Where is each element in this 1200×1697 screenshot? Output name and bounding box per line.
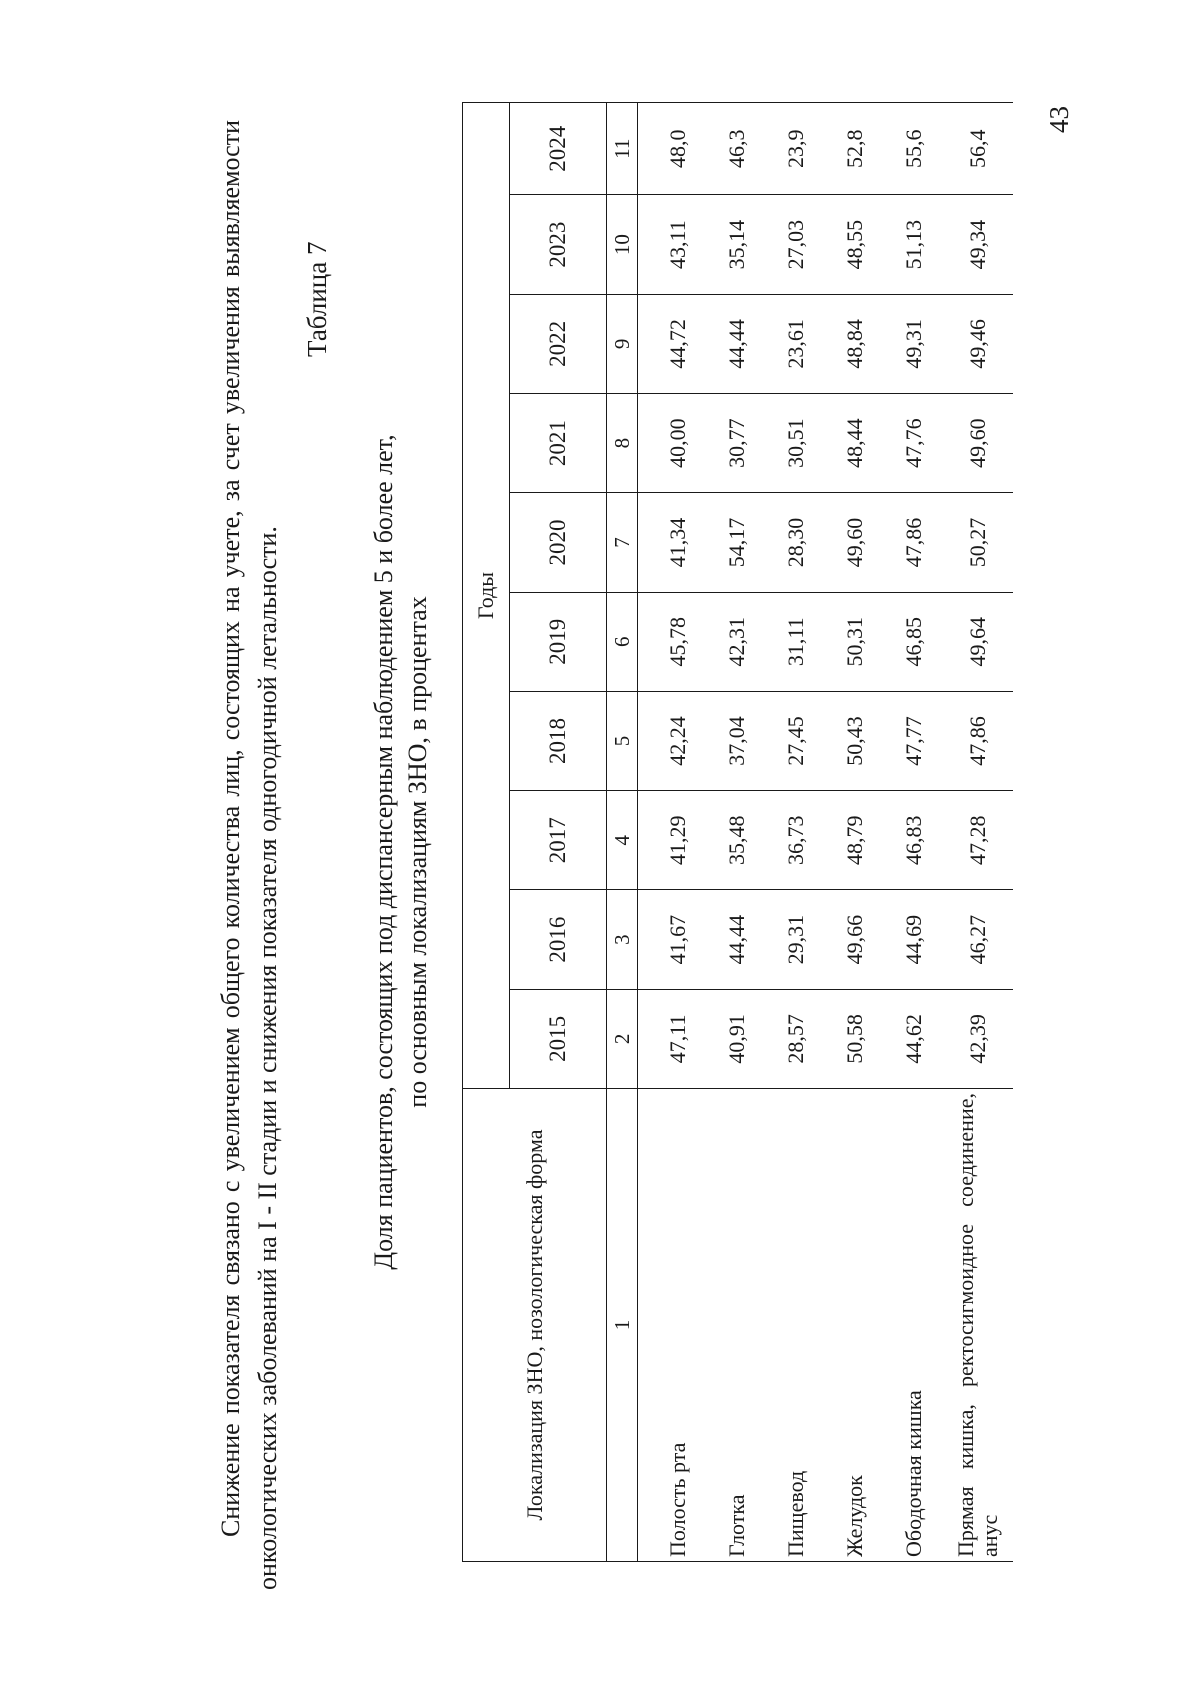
cell-value: 49,64 <box>943 592 1013 691</box>
cell-value: 42,24 <box>638 691 708 790</box>
col-number: 6 <box>607 592 638 691</box>
cell-value: 44,72 <box>638 294 708 393</box>
cell-value: 35,48 <box>707 791 766 890</box>
cell-value: 51,13 <box>884 195 943 294</box>
cell-value: 48,79 <box>825 791 884 890</box>
cell-value: 49,34 <box>943 195 1013 294</box>
cell-value: 42,31 <box>707 592 766 691</box>
table-row <box>825 103 884 1562</box>
cell-value: 30,51 <box>766 394 825 493</box>
cell-value: 44,44 <box>707 294 766 393</box>
col-number: 1 <box>607 1089 638 1562</box>
cell-value: 29,31 <box>766 890 825 989</box>
cell-value: 47,86 <box>943 691 1013 790</box>
cell-value: 47,11 <box>638 989 708 1088</box>
cell-value: 44,44 <box>707 890 766 989</box>
cell-value: 28,57 <box>766 989 825 1088</box>
cell-value: 31,11 <box>766 592 825 691</box>
year-header: 2022 <box>510 294 607 393</box>
caption-line-1: Доля пациентов, состоящих под диспансерным наблюдением 5 и более лет, <box>369 434 398 1270</box>
years-header: Годы <box>463 103 510 1089</box>
table-row <box>884 103 943 1562</box>
cell-value: 46,85 <box>884 592 943 691</box>
cell-value: 30,77 <box>707 394 766 493</box>
cell-value: 35,14 <box>707 195 766 294</box>
col-number: 11 <box>607 103 638 195</box>
col-number: 9 <box>607 294 638 393</box>
page-number: 43 <box>1044 106 1074 133</box>
cell-value: 49,31 <box>884 294 943 393</box>
cell-value: 56,4 <box>943 103 1013 195</box>
cell-value: 41,67 <box>638 890 708 989</box>
year-header: 2019 <box>510 592 607 691</box>
cell-value: 49,60 <box>825 493 884 592</box>
table-row <box>766 103 825 1562</box>
row-name: Полость рта <box>638 1089 708 1562</box>
cell-value: 46,3 <box>707 103 766 195</box>
cell-value: 48,0 <box>638 103 708 195</box>
col-number: 2 <box>607 989 638 1088</box>
cell-value: 49,60 <box>943 394 1013 493</box>
year-header: 2020 <box>510 493 607 592</box>
cell-value: 37,04 <box>707 691 766 790</box>
data-table <box>462 102 1013 1562</box>
year-header: 2015 <box>510 989 607 1088</box>
row-name: Ободочная кишка <box>884 1089 943 1562</box>
cell-value: 48,44 <box>825 394 884 493</box>
cell-value: 28,30 <box>766 493 825 592</box>
cell-value: 36,73 <box>766 791 825 890</box>
col-number: 10 <box>607 195 638 294</box>
intro-paragraph: Снижение показателя связано с увеличением общего количества лиц, состоящих на учете, за счет увеличения выявляемости онкологических заболеваний на I - II стадии и снижения показателя одногодичной летальности. <box>216 120 282 1590</box>
cell-value: 55,6 <box>884 103 943 195</box>
cell-value: 50,43 <box>825 691 884 790</box>
table-label: Таблица 7 <box>302 241 332 357</box>
cell-value: 23,61 <box>766 294 825 393</box>
row-name: Пищевод <box>766 1089 825 1562</box>
col-number: 3 <box>607 890 638 989</box>
cell-value: 27,03 <box>766 195 825 294</box>
cell-value: 47,28 <box>943 791 1013 890</box>
cell-value: 50,31 <box>825 592 884 691</box>
table-caption <box>367 177 435 1527</box>
table-row <box>943 103 1013 1562</box>
cell-value: 49,66 <box>825 890 884 989</box>
cell-value: 50,58 <box>825 989 884 1088</box>
year-header: 2016 <box>510 890 607 989</box>
cell-value: 45,78 <box>638 592 708 691</box>
cell-value: 54,17 <box>707 493 766 592</box>
year-header: 2018 <box>510 691 607 790</box>
year-header: 2023 <box>510 195 607 294</box>
cell-value: 47,86 <box>884 493 943 592</box>
cell-value: 40,00 <box>638 394 708 493</box>
cell-value: 27,45 <box>766 691 825 790</box>
year-header: 2024 <box>510 103 607 195</box>
col-number: 4 <box>607 791 638 890</box>
cell-value: 43,11 <box>638 195 708 294</box>
table-row <box>707 103 766 1562</box>
cell-value: 23,9 <box>766 103 825 195</box>
table-row <box>638 103 708 1562</box>
cell-value: 42,39 <box>943 989 1013 1088</box>
cell-value: 47,77 <box>884 691 943 790</box>
cell-value: 40,91 <box>707 989 766 1088</box>
loc-header: Локализация ЗНО, нозологическая форма <box>463 1089 607 1562</box>
cell-value: 41,29 <box>638 791 708 890</box>
cell-value: 48,84 <box>825 294 884 393</box>
cell-value: 47,76 <box>884 394 943 493</box>
cell-value: 49,46 <box>943 294 1013 393</box>
row-name: Глотка <box>707 1089 766 1562</box>
col-number: 8 <box>607 394 638 493</box>
cell-value: 48,55 <box>825 195 884 294</box>
row-name: Желудок <box>825 1089 884 1562</box>
cell-value: 44,69 <box>884 890 943 989</box>
cell-value: 41,34 <box>638 493 708 592</box>
cell-value: 52,8 <box>825 103 884 195</box>
cell-value: 44,62 <box>884 989 943 1088</box>
year-header: 2021 <box>510 394 607 493</box>
cell-value: 46,27 <box>943 890 1013 989</box>
col-number: 5 <box>607 691 638 790</box>
year-header: 2017 <box>510 791 607 890</box>
col-number: 7 <box>607 493 638 592</box>
row-name: Прямая кишка, ректосигмоидное соединение, анус <box>943 1089 1013 1562</box>
cell-value: 46,83 <box>884 791 943 890</box>
caption-line-2: по основным локализациям ЗНО, в процентах <box>403 596 432 1108</box>
cell-value: 50,27 <box>943 493 1013 592</box>
